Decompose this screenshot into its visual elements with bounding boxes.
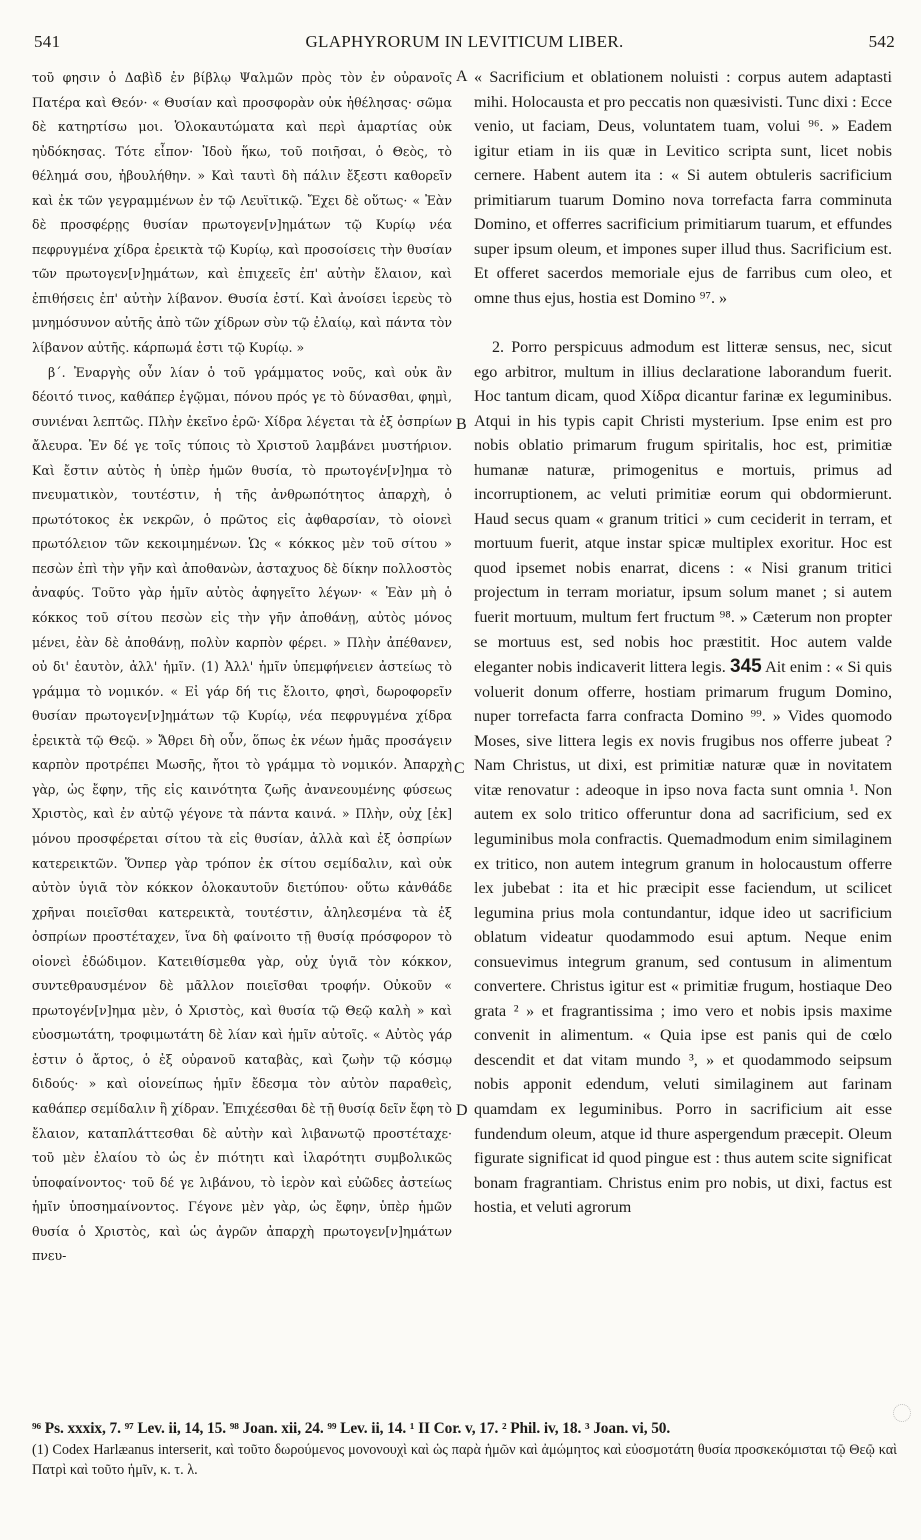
latin-paragraph-2a: 2. Porro perspicuus admodum est litteræ sensus, nec, sicut ego arbitror, multum in illius declaratione laborandum fuerit. Hoc tantum dicam, quod Χίδρα dicantur farinæ ex leguminibus. Atqui in his typis capit Christi mysterium. Ipse enim est pro nobis oblatio primarum frugum spiritalis, hoc est, primitiæ humanæ naturæ, primogenitus e mortuis, primus ad incorruptionem, ac veluti primitiæ eorum qui obdormierunt. Haud secus quam « granum tritici » cum ceciderit in terram, et mortuum fuerit, atque instar spicæ multiplex exoritur. Hoc est quod ipsemet nobis enarrat, dicens : « Nisi granum tritici projectum in terram moriatur, ipsum solum manet ; si autem fuerit mortuum, multum fert fructum ⁹⁸. » Cæterum non propter se mortuus est, sed nobis hoc præstitit. Hoc autem valde eleganter nobis indicaverit littera legis. bbox=[474, 339, 892, 677]
latin-paragraph-1: « Sacrificium et oblationem noluisti : corpus autem adaptasti mihi. Holocausta et pro peccatis non quæsivisti. Tunc dixi : Ecce venio, ut faciam, Deus, voluntatem tuam, volui ⁹⁶. » Eadem igitur etiam in iis quæ in Levitico scripta sunt, licet nobis cernere. Habent autem ita : « Si autem obtuleris sacrificium primitiarum tuarum Domino nova torrefacta farra comminuta Domino, et offerres sacrificium primitiarum tuarum, et effundes super ipsum oleum, et impones super illud thus. Sacrificium est. Et offeret sacerdos memoriale ejus de farribus cum oleo, et omne thus ejus, hostia est Domino ⁹⁷. » bbox=[474, 69, 892, 307]
footnote-1: (1) Codex Harlæanus interserit, καὶ τοῦτο δωρούμενος μονονουχὶ καὶ ὡς παρὰ ἡμῶν καὶ ἀμώμητος καὶ εὐοσμοτάτη θυσία προσκεκόμισται τῷ Θεῷ καὶ Πατρὶ καὶ τοῦτο ἡμῖν, κ. τ. λ. bbox=[32, 1442, 897, 1478]
greek-paragraph-2: β΄. Ἐναργὴς οὖν λίαν ὁ τοῦ γράμματος νοῦς, καὶ οὐκ ἂν δέοιτό τινος, καθάπερ ἐγῷμαι, πόνου πρός γε τὸ δύνασθαι, φημὶ, συνιέναι λεπτῶς. Πλὴν ἐκεῖνο ἐρῶ· Χίδρα λέγεται τὰ ἐξ ὀσπρίων ἄλευρα. Ἐν δέ γε τοῖς τύποις τὸ Χριστοῦ λαμβάνει μυστήριον. Καὶ ἔστιν αὐτὸς ἡ ὑπὲρ ἡμῶν θυσία, τὸ πρωτογέν[ν]ημα τὸ πνευματικὸν, τουτέστιν, ἡ τῆς ἀνθρωπότητος ἀπαρχὴ, ὁ πρωτότοκος ἐκ νεκρῶν, ὁ πρῶτος εἰς ἀφθαρσίαν, τὸ οἱονεὶ πρωτόλειον τῶν κεκοιμημένων. Ὡς « κόκκος μὲν τοῦ σίτου » πεσὼν ἐπὶ τὴν γῆν καὶ ἀποθανὼν, ἀσταχυος δὲ δίκην πολλοστὸς ἀναφύς. Τοῦτο γὰρ ἡμῖν αὐτὸς ἀφηγεῖτο λέγων· « Ἐὰν μὴ ὁ κόκκος τοῦ σίτου πεσὼν εἰς τὴν γῆν ἀποθάνῃ, αὐτὸς μόνος μένει, ἐὰν δὲ ἀποθάνῃ, πολὺν καρπὸν φέρει. » Πλὴν ἀπέθανεν, οὐ δι' ἑαυτὸν, ἀλλ' ἡμῖν. (1) Ἀλλ' ἡμῖν ὑπεμφήνειεν ἀστείως τὸ γράμμα τὸ νομικόν. « Εἰ γάρ δή τις ἔλοιτο, φησὶ, δωροφορεῖν θυσίαν πρωτογεν[ν]ημάτων τῷ Κυρίῳ, νέα πεφρυγμένα χίδρα ἐρεικτὰ τῷ Θεῷ. » Ἄθρει δὴ οὖν, ὅπως ἐκ νέων ἡμᾶς προσάγειν καρπὸν προτρέπει Μωσῆς, ἤτοι τὸ γράμμα τὸ νομικόν. Ἀπαρχὴ γὰρ, ὡς ἔφην, τῆς εἰς καινότητα ζωῆς ἀνανεουμένης φύσεως Χριστὸς, καὶ ἐν αὐτῷ γέγονε τὰ πάντα καινά. » Πλὴν, οὐχ [ἐκ] μόνου προσφέρεται σίτου τὰ εἰς θυσίαν, ἀλλὰ καὶ ἐξ ὀσπρίων κατερεικτῶν. Ὅνπερ γὰρ τρόπον ἐκ σίτου σεμίδαλιν, καὶ οὐκ αὐτὸν ὑγιᾶ τὸν κόκκον ὁλοκαυτοῦν διετύπου· οὕτω κἀνθάδε χρῆναι ποιεῖσθαι κατερεικτὰ, τουτέστιν, ἀληλεσμένα τὰ ἐξ ὀσπρίων προστέταχεν, ἵνα δὴ φαίνοιτο τῇ θυσίᾳ πρόσφορον τὸ οἱονεὶ ἐδώδιμον. Κατειθίσμεθα γὰρ, οὐχ ὑγιᾶ τὸν κόκκον, συντεθραυσμένον δὲ μᾶλλον ποιεῖσθαι τροφήν. Οὐκοῦν « πρωτογέν[ν]ημα μὲν, ὁ Χριστὸς, καὶ θυσία τῷ Θεῷ καλὴ » καὶ εὐοσμωτάτη, τροφιμωτάτη δὲ λίαν καὶ ἡμῖν αὐτοῖς. « Αὐτὸς γάρ ἐστιν ὁ ἄρτος, ὁ ἐξ οὐρανοῦ καταβὰς, καὶ ζωὴν τῷ κόσμῳ διδούς· » καὶ οἱονείπως ἡμῖν ἔδεσμα τὸν αὐτὸν παραθεὶς, καθάπερ σεμίδαλιν ἢ χίδραν. Ἐπιχέεσθαι δὲ τῇ θυσίᾳ δεῖν ἔφη τὸ ἔλαιον, καταπλάττεσθαι δὲ αὐτὴν καὶ λιβανωτῷ προστέταχε· τοῦ μὲν ἐλαίου τὸ ὡς ἐν πιότητι καὶ ἱλαρότητι συμβολικῶς ὑποφαίνοντος· τοῦ δέ γε λιβάνου, τὸ ἱερὸν καὶ εὐῶδες ἀστείως ἡμῖν ὑποσημαίνοντος. Γέγονε μὲν γὰρ, ὡς ἔφην, ὑπὲρ ἡμῶν θυσία ὁ Χριστὸς, καὶ ὡς ἀγρῶν ἀπαρχὴ πρωτογεν[ν]ημάτων πνευ- bbox=[32, 364, 452, 1264]
footnotes bbox=[32, 1418, 897, 1480]
margin-letter-c: C bbox=[454, 760, 465, 777]
latin-column bbox=[474, 66, 892, 1406]
scripture-references: ⁹⁶ Ps. xxxix, 7. ⁹⁷ Lev. ii, 14, 15. ⁹⁸ Joan. xii, 24. ⁹⁹ Lev. ii, 14. ¹ II Cor. v, 17. ² Phil. iv, 18. ³ Joan. vi, 50. bbox=[32, 1420, 671, 1437]
running-head bbox=[34, 32, 895, 56]
greek-paragraph-1: τοῦ φησιν ὁ Δαβὶδ ἐν βίβλῳ Ψαλμῶν πρὸς τὸν ἐν οὐρανοῖς Πατέρα καὶ Θεόν· « Θυσίαν καὶ προσφορὰν οὐκ ἠθέλησας· σῶμα δὲ κατηρτίσω μοι. Ὁλοκαυτώματα καὶ περὶ ἁμαρτίας οὐκ ηὐδόκησας. Τότε εἶπον· Ἰδοὺ ἥκω, τοῦ ποιῆσαι, ὁ Θεὸς, τὸ θέλημά σου, ἠβουλήθην. » Καὶ ταυτὶ δὴ πάλιν ἔξεστι καθορεῖν καὶ ἐκ τῶν γεγραμμένων ἐν τῷ Λευϊτικῷ. Ἔχει δὲ οὕτως· « Ἐὰν δὲ προσφέρῃς θυσίαν πρωτογεν[ν]ημάτων τῷ Κυρίῳ νέα πεφρυγμένα χίδρα ἐρεικτὰ τῷ Κυρίῳ, καὶ προσοίσεις τὴν θυσίαν τῶν πρωτογεν[ν]ημάτων, καὶ ἐπιχεεῖς ἐπ' αὐτὴν ἔλαιον, καὶ ἐπιθήσεις ἐπ' αὐτὴν λίβανον. Θυσία ἐστί. Καὶ ἀνοίσει ἱερεὺς τὸ μνημόσυνον αὐτῆς ἀπὸ τῶν χίδρων σὺν τῷ ἐλαίῳ, καὶ πάντα τὸν λίβανον αὐτῆς. κάρπωμά ἐστι τῷ Κυρίῳ. » bbox=[32, 70, 452, 356]
margin-letter-b: B bbox=[456, 416, 467, 433]
library-stamp-icon bbox=[893, 1404, 911, 1422]
latin-paragraph-2b: Ait enim : « Si quis voluerit donum offerre, hostiam primarum frugum Domino, nuper torrefacta farra confracta Domino ⁹⁹. » Vides quomodo Moses, sive littera legis ex novis frugibus nos offerre jubeat ? Nam Christus, ut dixi, est primitiæ naturæ quæ in novitatem vitæ renovatur : adeoque in ipso nova facta sunt omnia ¹. Non autem ex solo tritico offeruntur dona ad sacrificium, sed ex leguminibus mola confractis. Quemadmodum enim similaginem ex tritico, non autem integrum granum in holocaustum offerre lex jubebat : ita et hic præcipit esse faciendum, ut scilicet legumina prius mola contundantur, idque ideo ut sacrificium oblatum videatur quodammodo esui aptum. Neque enim consuevimus integrum granum, sed contusum in alimentum convertere. Christus igitur est « primitiæ frugum, hostiaque Deo grata ² » et fragrantissima ; imo vero et nobis ipsis maxime convenit in alimentum. « Quia ipse est panis qui de cœlo descendit et dat vitam mundo ³, » et quodammodo seipsum nobis apponit edendum, veluti similaginem aut farinam quamdam ex leguminibus. Porro in sacrificium ait esse fundendum oleum, atque id thure aspergendum præcepit. Oleum figurate significat id quod pingue est : thus autem scite significat bonam fragrantiam. Christus enim pro nobis, ut dixi, factus est hostia, et veluti agrorum bbox=[474, 659, 892, 1217]
page-number-right: 542 bbox=[868, 32, 895, 51]
margin-letter-a: A bbox=[456, 68, 468, 85]
margin-letter-d: D bbox=[456, 1102, 468, 1119]
latin-paragraph-2 bbox=[474, 336, 892, 1221]
page-number-left: 541 bbox=[34, 32, 61, 51]
edition-page-marker: 345 bbox=[730, 656, 762, 678]
greek-column bbox=[32, 66, 452, 1406]
page-title: GLAPHYRORUM IN LEVITICUM LIBER. bbox=[305, 32, 624, 51]
